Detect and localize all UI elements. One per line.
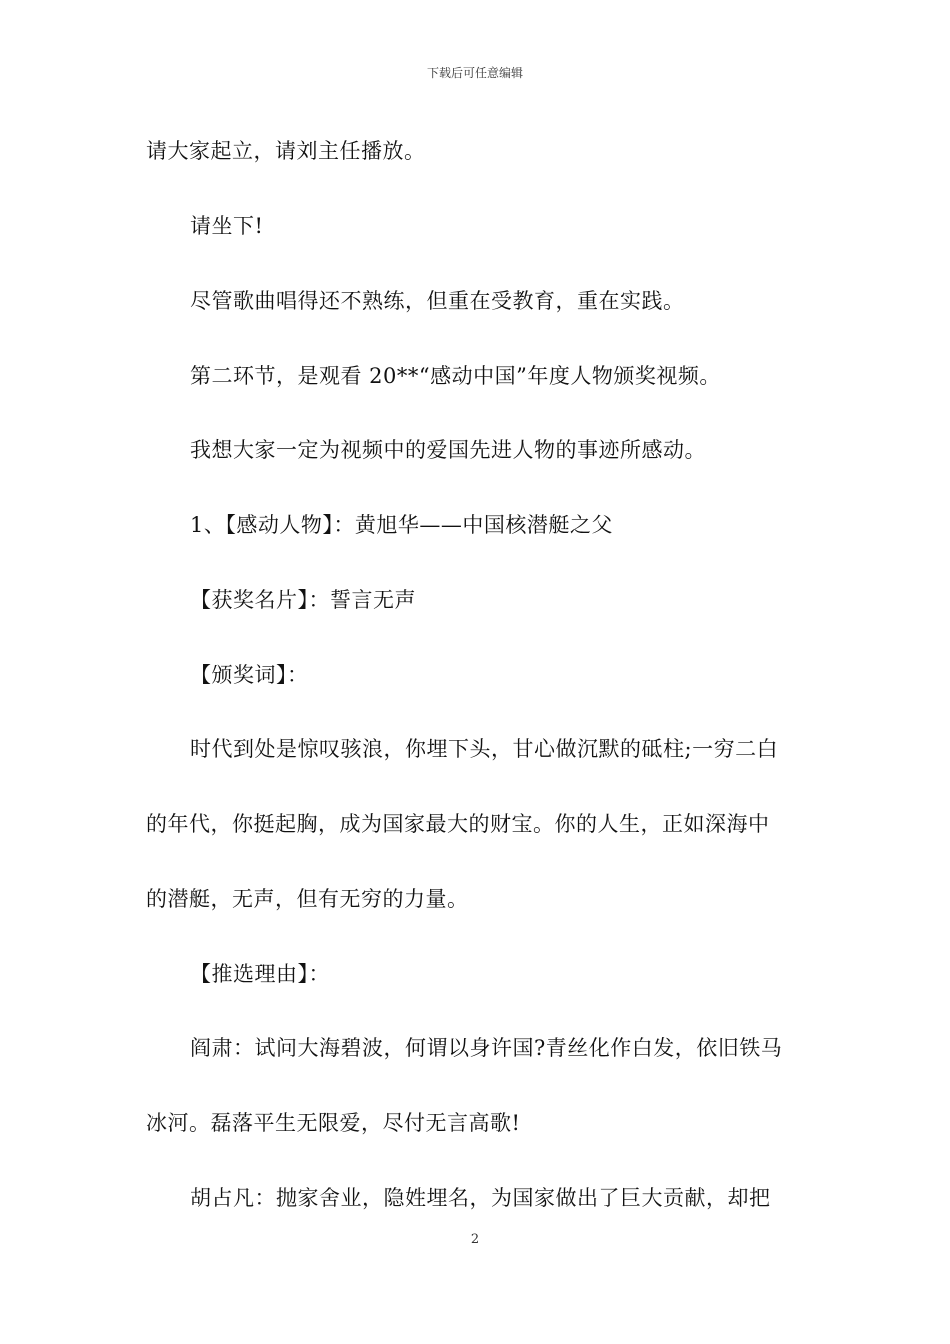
text-line: 的年代，你挺起胸，成为国家最大的财宝。你的人生，正如深海中 — [146, 812, 770, 836]
text-line: 我想大家一定为视频中的爱国先进人物的事迹所感动。 — [190, 438, 706, 462]
text-line: 阎肃：试问大海碧波，何谓以身许国?青丝化作白发，依旧铁马 — [190, 1036, 783, 1060]
text-line: 【推选理由】： — [190, 962, 330, 986]
text-line: 胡占凡：抛家舍业，隐姓埋名，为国家做出了巨大贡献，却把 — [190, 1186, 771, 1210]
text-line: 【颁奖词】： — [190, 663, 309, 687]
text-line: 尽管歌曲唱得还不熟练，但重在受教育，重在实践。 — [190, 289, 685, 313]
text-line: 第二环节，是观看 20**“感动中国”年度人物颁奖视频。 — [190, 364, 721, 388]
page-header: 下载后可任意编辑 — [426, 66, 523, 80]
text-line: 请大家起立，请刘主任播放。 — [146, 139, 426, 163]
text-line: 的潜艇，无声，但有无穷的力量。 — [146, 887, 469, 911]
text-line: 冰河。磊落平生无限爱，尽付无言高歌! — [146, 1111, 521, 1135]
text-line: 1、【感动人物】：黄旭华——中国核潜艇之父 — [190, 513, 613, 537]
text-line: 请坐下! — [190, 214, 264, 238]
page-number: 2 — [470, 1232, 480, 1247]
text-line: 时代到处是惊叹骇浪，你埋下头，甘心做沉默的砥柱;一穷二白 — [190, 737, 779, 761]
text-line: 【获奖名片】：誓言无声 — [190, 588, 416, 612]
